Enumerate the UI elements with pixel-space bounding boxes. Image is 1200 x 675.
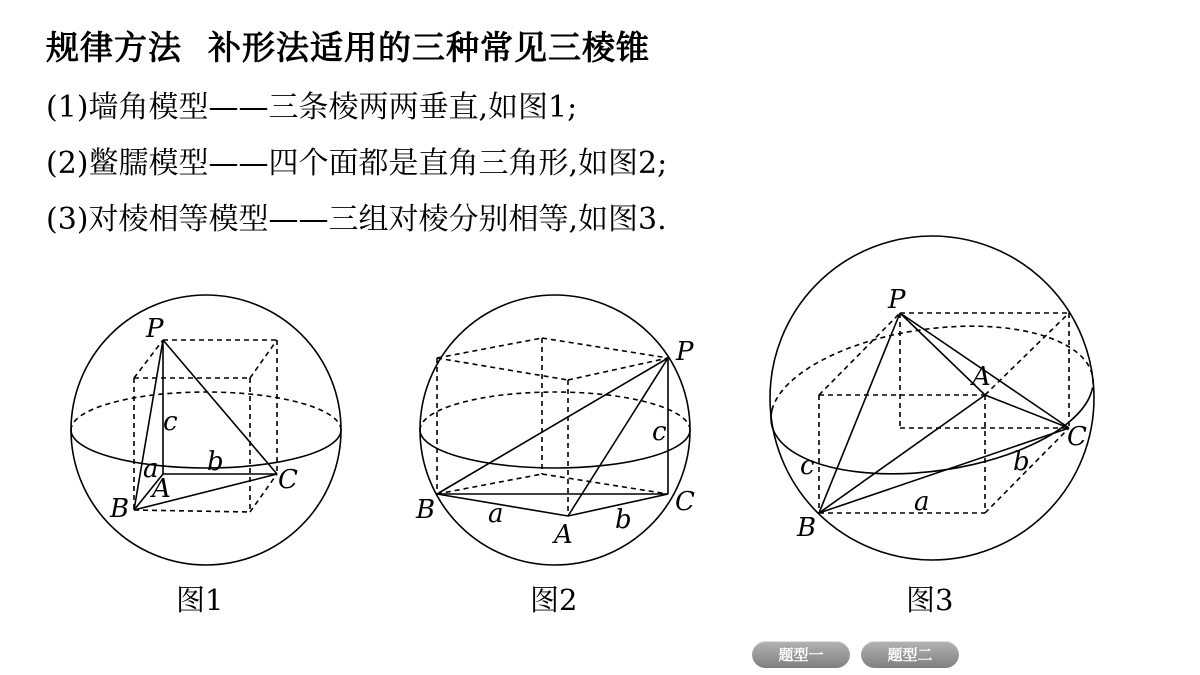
figure-2 [415, 295, 695, 565]
fig1-label-b: b [207, 447, 224, 477]
fig2-equator-front [420, 430, 690, 468]
fig2-prism-hidden [437, 338, 668, 516]
fig2-tetrahedron [437, 358, 668, 516]
title-topic: 补形法适用的三种常见三棱锥 [208, 28, 650, 67]
fig1-label-c: c [163, 407, 178, 437]
text-line-2: (2)鳖臑模型——四个面都是直角三角形,如图2; [46, 146, 668, 181]
fig1-label-a: a [143, 454, 159, 484]
figure-1 [71, 295, 341, 565]
fig3-label-C: C [1067, 422, 1087, 452]
fig2-label-B: B [416, 495, 436, 525]
fig3-label-c: c [800, 451, 815, 481]
fig1-label-P: P [146, 314, 164, 344]
fig3-label-a: a [914, 487, 930, 517]
fig2-label-c: c [652, 417, 667, 447]
nav-button-type-2-label: 题型二 [887, 646, 933, 664]
fig3-label-B: B [797, 513, 817, 543]
fig1-label-C: C [278, 465, 298, 495]
nav-button-type-1[interactable] [752, 641, 850, 668]
fig2-label-a: a [488, 499, 504, 529]
title-tag: 规律方法 [46, 28, 182, 67]
fig3-label-P: P [888, 285, 906, 315]
fig1-sphere [71, 295, 341, 565]
nav-button-type-2[interactable] [861, 641, 959, 668]
fig2-caption: 图2 [530, 583, 578, 617]
fig3-caption: 图3 [906, 583, 954, 617]
fig1-label-B: B [110, 494, 130, 524]
fig2-label-A: A [554, 520, 573, 550]
fig2-label-C: C [675, 487, 695, 517]
nav-button-type-1-label: 题型一 [778, 646, 824, 664]
fig1-equator-front [71, 430, 341, 468]
figure-3 [770, 236, 1094, 560]
fig1-label-A: A [152, 474, 171, 504]
fig3-tetrahedron [819, 313, 1069, 513]
fig2-label-b: b [615, 505, 632, 535]
fig3-equator-back [772, 326, 1093, 410]
fig3-label-A: A [972, 362, 991, 392]
fig1-equator-back [71, 392, 341, 430]
text-line-1: (1)墙角模型——三条棱两两垂直,如图1; [46, 90, 578, 125]
text-line-3: (3)对棱相等模型——三组对棱分别相等,如图3. [46, 202, 667, 237]
fig3-label-b: b [1013, 447, 1030, 477]
fig1-caption: 图1 [176, 583, 224, 617]
fig2-label-P: P [676, 337, 694, 367]
